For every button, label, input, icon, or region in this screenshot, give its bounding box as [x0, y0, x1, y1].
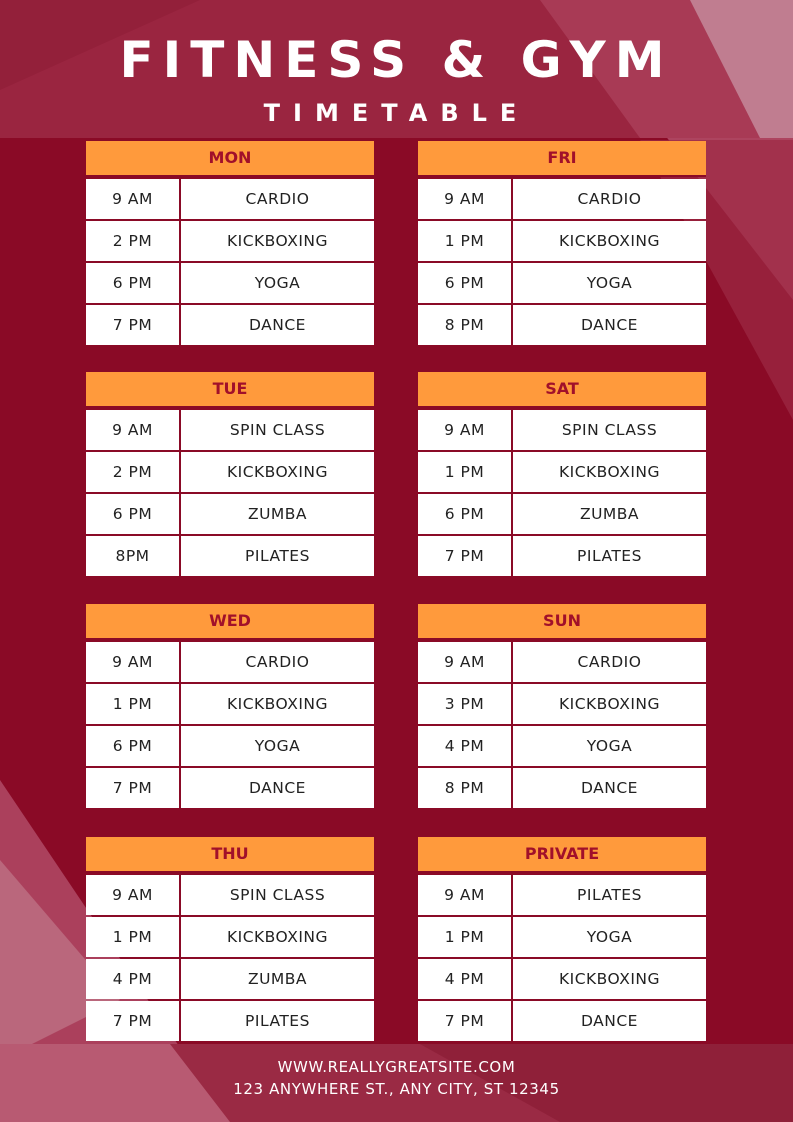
- session-row: [86, 452, 374, 492]
- session-time: 9 AM: [86, 642, 179, 682]
- session-row: [418, 536, 706, 576]
- day-block-tue: [86, 372, 374, 576]
- session-time: 7 PM: [418, 1001, 511, 1041]
- session-class: KICKBOXING: [181, 452, 374, 492]
- session-row: [418, 221, 706, 261]
- session-class: CARDIO: [513, 642, 706, 682]
- session-row: [418, 263, 706, 303]
- day-header: WED: [86, 604, 374, 640]
- session-class: ZUMBA: [181, 959, 374, 999]
- session-row: [86, 917, 374, 957]
- session-class: ZUMBA: [513, 494, 706, 534]
- session-time: 6 PM: [86, 263, 179, 303]
- session-time: 1 PM: [418, 221, 511, 261]
- session-row: [418, 305, 706, 345]
- session-class: PILATES: [181, 536, 374, 576]
- session-row: [86, 875, 374, 915]
- session-time: 8 PM: [418, 305, 511, 345]
- session-time: 7 PM: [418, 536, 511, 576]
- session-class: YOGA: [513, 917, 706, 957]
- session-row: [418, 494, 706, 534]
- day-block-private: [418, 837, 706, 1041]
- session-class: YOGA: [513, 726, 706, 766]
- day-block-sun: [418, 604, 706, 808]
- session-time: 7 PM: [86, 1001, 179, 1041]
- session-class: DANCE: [513, 305, 706, 345]
- day-block-mon: [86, 141, 374, 345]
- session-time: 6 PM: [418, 494, 511, 534]
- session-class: CARDIO: [181, 642, 374, 682]
- session-row: [418, 684, 706, 724]
- page-title: FITNESS & GYM: [119, 31, 674, 89]
- session-time: 1 PM: [86, 917, 179, 957]
- session-time: 4 PM: [418, 959, 511, 999]
- session-row: [86, 305, 374, 345]
- session-class: CARDIO: [181, 179, 374, 219]
- session-class: YOGA: [181, 726, 374, 766]
- session-time: 9 AM: [418, 642, 511, 682]
- session-time: 2 PM: [86, 221, 179, 261]
- session-time: 9 AM: [86, 410, 179, 450]
- session-class: ZUMBA: [181, 494, 374, 534]
- session-time: 1 PM: [418, 917, 511, 957]
- session-class: YOGA: [181, 263, 374, 303]
- page-subtitle: TIMETABLE: [263, 99, 530, 127]
- session-class: KICKBOXING: [513, 684, 706, 724]
- session-row: [86, 684, 374, 724]
- session-row: [86, 410, 374, 450]
- session-row: [418, 726, 706, 766]
- day-header: SAT: [418, 372, 706, 408]
- session-class: YOGA: [513, 263, 706, 303]
- session-row: [86, 768, 374, 808]
- session-class: DANCE: [181, 768, 374, 808]
- day-header: TUE: [86, 372, 374, 408]
- day-header: SUN: [418, 604, 706, 640]
- session-time: 4 PM: [86, 959, 179, 999]
- session-class: PILATES: [181, 1001, 374, 1041]
- session-row: [418, 768, 706, 808]
- session-time: 1 PM: [418, 452, 511, 492]
- session-time: 9 AM: [86, 179, 179, 219]
- session-time: 3 PM: [418, 684, 511, 724]
- session-time: 8 PM: [418, 768, 511, 808]
- session-time: 6 PM: [418, 263, 511, 303]
- session-time: 7 PM: [86, 768, 179, 808]
- session-row: [86, 726, 374, 766]
- session-class: KICKBOXING: [181, 221, 374, 261]
- session-class: DANCE: [513, 1001, 706, 1041]
- session-time: 9 AM: [86, 875, 179, 915]
- session-class: PILATES: [513, 875, 706, 915]
- session-row: [86, 1001, 374, 1041]
- session-time: 4 PM: [418, 726, 511, 766]
- session-time: 9 AM: [418, 875, 511, 915]
- session-time: 9 AM: [418, 179, 511, 219]
- session-row: [86, 536, 374, 576]
- session-time: 7 PM: [86, 305, 179, 345]
- day-header: PRIVATE: [418, 837, 706, 873]
- session-class: KICKBOXING: [513, 452, 706, 492]
- session-class: KICKBOXING: [513, 959, 706, 999]
- session-class: SPIN CLASS: [181, 410, 374, 450]
- session-time: 6 PM: [86, 726, 179, 766]
- session-row: [418, 452, 706, 492]
- session-time: 2 PM: [86, 452, 179, 492]
- session-class: KICKBOXING: [513, 221, 706, 261]
- day-block-sat: [418, 372, 706, 576]
- day-header: FRI: [418, 141, 706, 177]
- session-row: [86, 263, 374, 303]
- day-block-wed: [86, 604, 374, 808]
- session-row: [86, 221, 374, 261]
- session-class: KICKBOXING: [181, 684, 374, 724]
- session-row: [418, 410, 706, 450]
- session-class: CARDIO: [513, 179, 706, 219]
- session-row: [86, 642, 374, 682]
- session-time: 6 PM: [86, 494, 179, 534]
- session-class: PILATES: [513, 536, 706, 576]
- session-row: [418, 1001, 706, 1041]
- footer-website: WWW.REALLYGREATSITE.COM: [277, 1058, 516, 1076]
- day-header: MON: [86, 141, 374, 177]
- session-row: [418, 917, 706, 957]
- session-row: [418, 642, 706, 682]
- session-time: 9 AM: [418, 410, 511, 450]
- session-class: SPIN CLASS: [181, 875, 374, 915]
- session-row: [86, 494, 374, 534]
- session-class: DANCE: [181, 305, 374, 345]
- session-row: [86, 959, 374, 999]
- footer-address: 123 ANYWHERE ST., ANY CITY, ST 12345: [233, 1080, 560, 1098]
- session-class: DANCE: [513, 768, 706, 808]
- session-class: KICKBOXING: [181, 917, 374, 957]
- session-row: [86, 179, 374, 219]
- day-block-fri: [418, 141, 706, 345]
- session-class: SPIN CLASS: [513, 410, 706, 450]
- day-block-thu: [86, 837, 374, 1041]
- day-header: THU: [86, 837, 374, 873]
- session-time: 8PM: [86, 536, 179, 576]
- session-row: [418, 959, 706, 999]
- session-time: 1 PM: [86, 684, 179, 724]
- session-row: [418, 179, 706, 219]
- session-row: [418, 875, 706, 915]
